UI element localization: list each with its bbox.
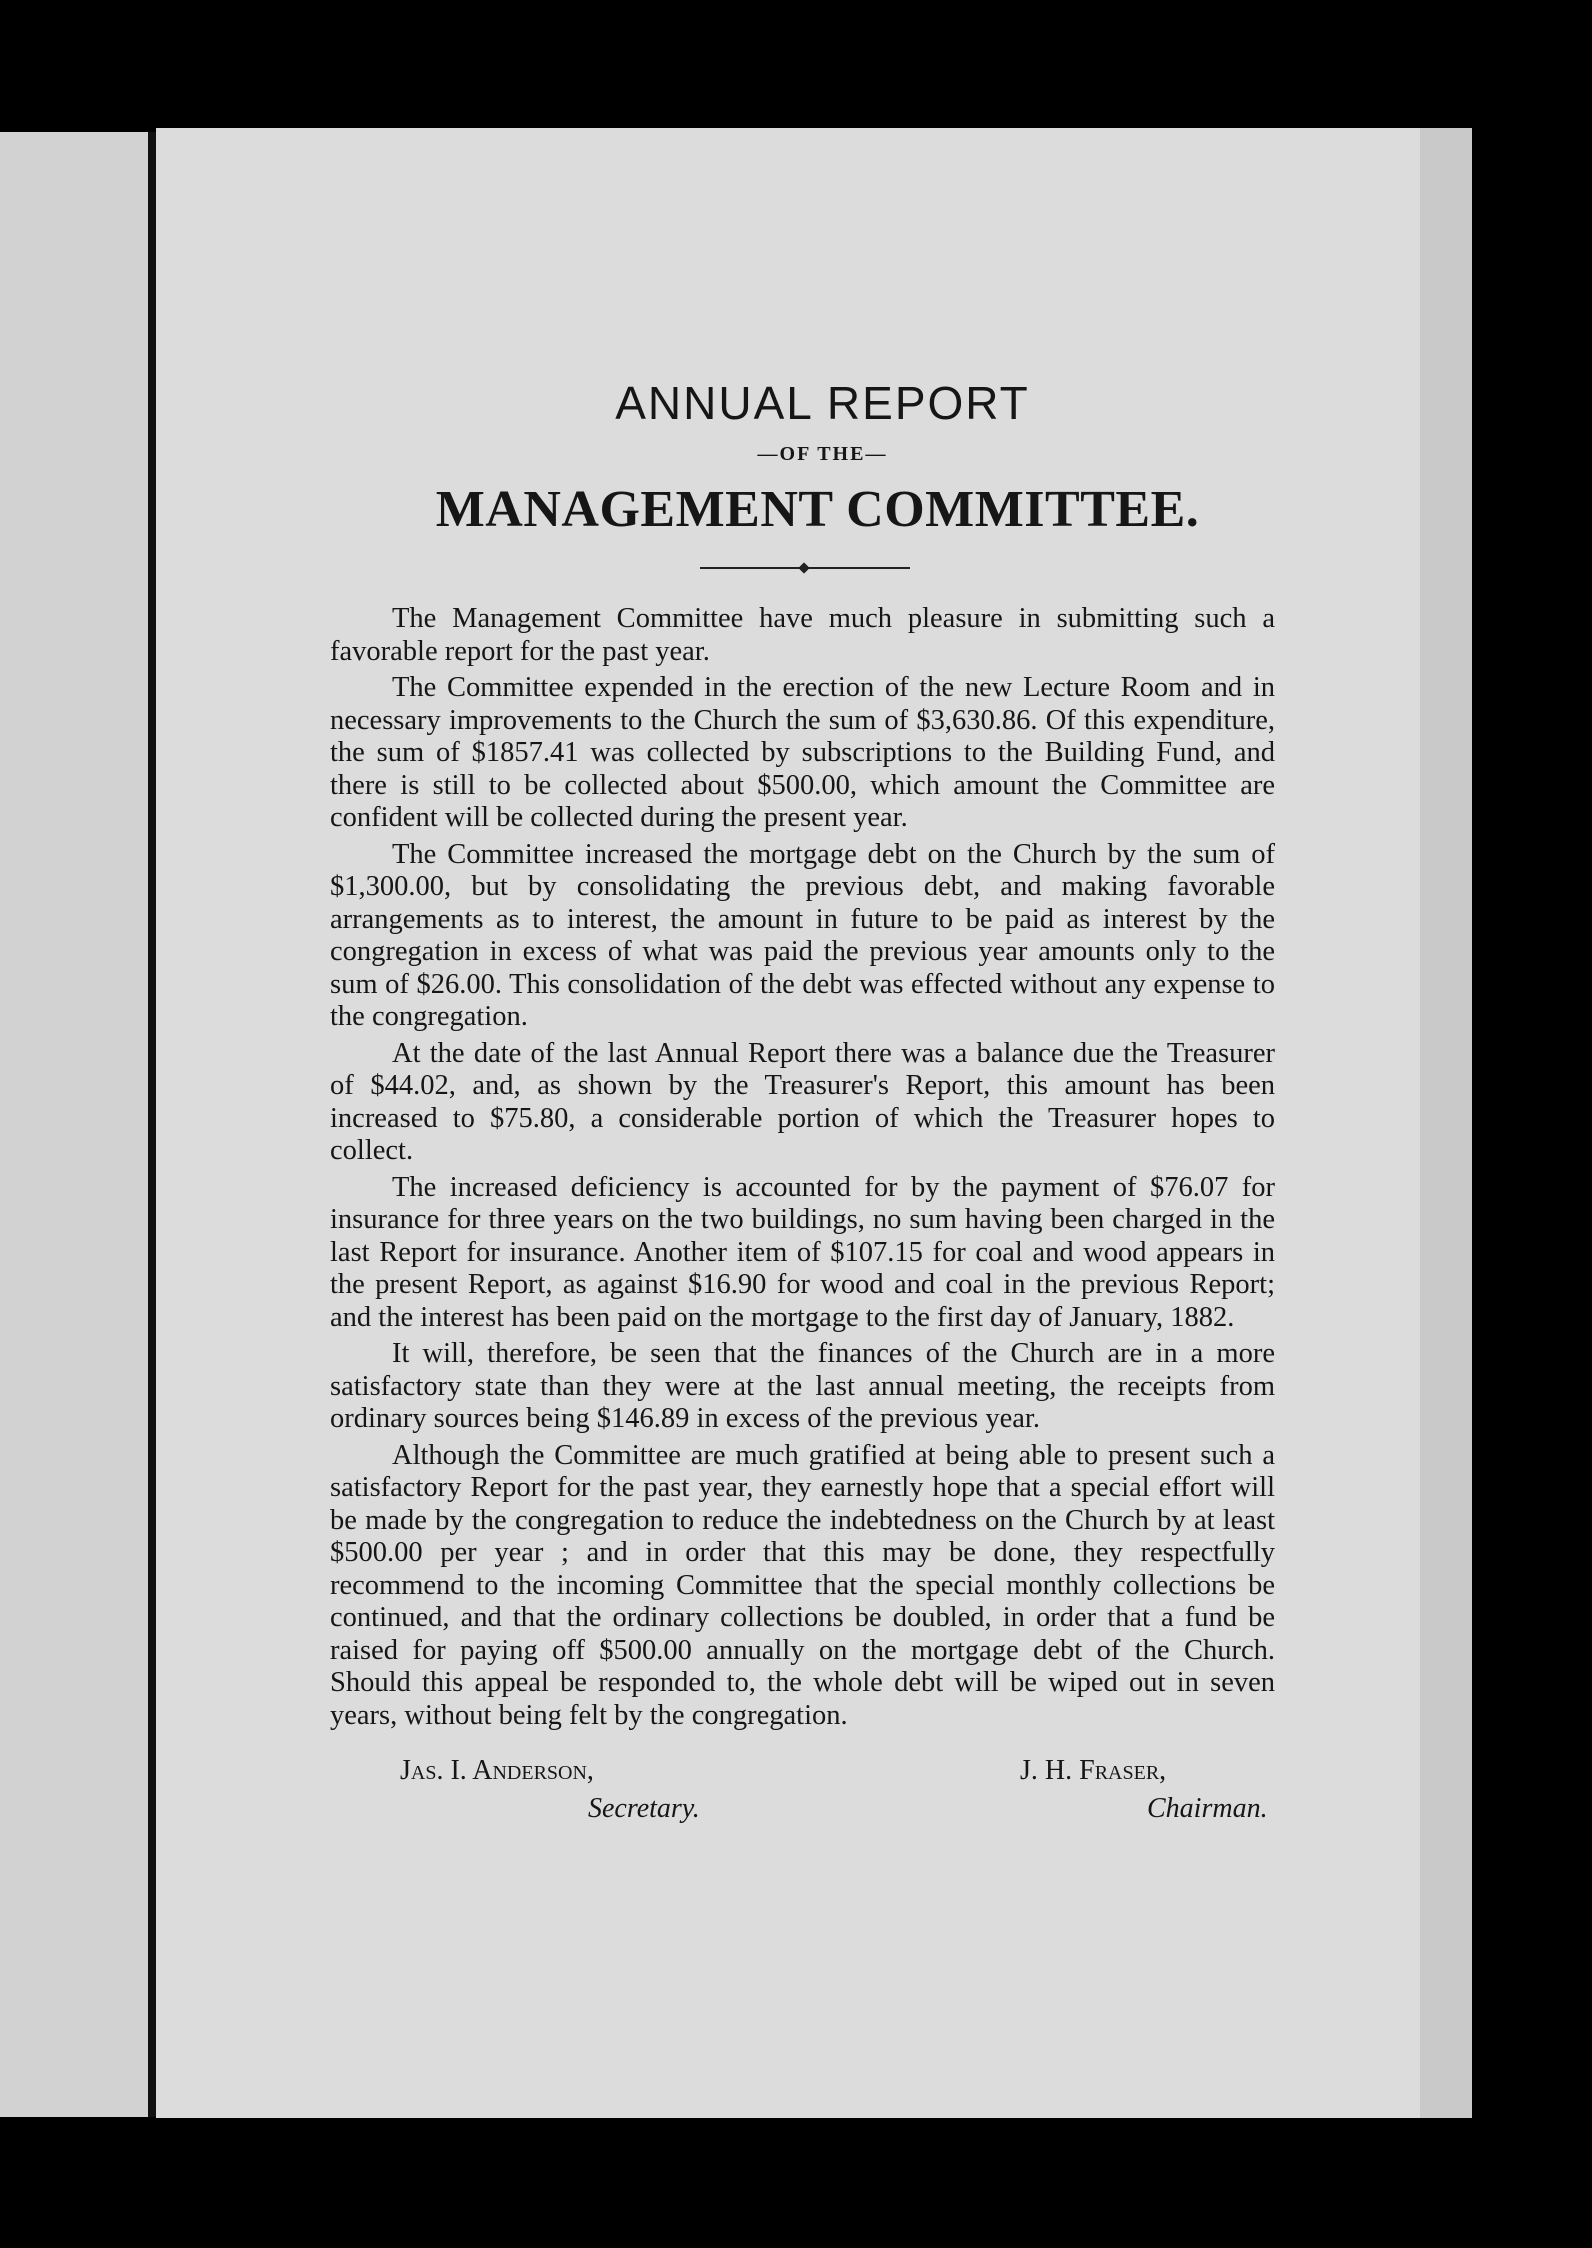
page-edge-strip [1420, 128, 1472, 2118]
chairman-title: Chairman. [1147, 1793, 1268, 1824]
paragraph-4: At the date of the last Annual Report there was a balance due the Treasurer of $44.02, and, as shown by the Treasurer's Report, this amount has been increased to $75.80, a considerable portion of which the Treasurer hopes to collect. [330, 1037, 1275, 1166]
paragraph-7: Although the Committee are much gratified at being able to present such a satisfactory Report for the past year, they earnestly hope that a special effort will be made by the congregation to reduce the indebtedness on the Church by at least $500.00 per year ; and in order that this may be done, they respectfully recommend to the incoming Committee that the special monthly collections be continued, and that the ordinary collections be doubled, in order that a fund be raised for paying off $500.00 annually on the mortgage debt of the Church. Should this appeal be responded to, the whole debt will be wiped out in seven years, without being felt by the congregation. [330, 1439, 1275, 1731]
secretary-title: Secretary. [588, 1793, 700, 1824]
secretary-name: Jas. I. Anderson, [400, 1755, 594, 1786]
facing-page-edge [0, 132, 150, 2117]
paragraph-1: The Management Committee have much pleasure in submitting such a favorable report for the past year. [330, 603, 1275, 667]
signature-block [330, 1754, 1275, 1840]
chairman-name: J. H. Fraser, [1020, 1755, 1167, 1786]
ornamental-divider [700, 567, 910, 569]
report-body [330, 603, 1275, 1732]
paragraph-5: The increased deficiency is accounted for by the payment of $76.07 for insurance for three years on the two buildings, no sum having been charged in the last Report for insurance. Another item of $107.15 for coal and wood appears in the present Report, as against $16.90 for wood and coal in the previous Report; and the interest has been paid on the mortgage to the first day of January, 1882. [330, 1171, 1275, 1333]
report-content [330, 375, 1275, 1840]
report-title: ANNUAL REPORT [615, 377, 1030, 429]
report-heading: MANAGEMENT COMMITTEE. [435, 481, 1200, 538]
book-spine-shadow [148, 132, 156, 2117]
report-subtitle: —OF THE— [757, 443, 888, 465]
paragraph-3: The Committee increased the mortgage debt on the Church by the sum of $1,300.00, but by consolidating the previous debt, and making favorable arrangements as to interest, the amount in future to be paid as interest by the congregation in excess of what was paid the previous year amounts only to the sum of $26.00. This consolidation of the debt was effected without any expense to the congregation. [330, 838, 1275, 1032]
paragraph-2: The Committee expended in the erection of the new Lecture Room and in necessary improvements to the Church the sum of $3,630.86. Of this expenditure, the sum of $1857.41 was collected by subscriptions to the Building Fund, and there is still to be collected about $500.00, which amount the Committee are confident will be collected during the present year. [330, 672, 1275, 833]
paragraph-6: It will, therefore, be seen that the finances of the Church are in a more satisfactory state than they were at the last annual meeting, the receipts from ordinary sources being $146.89 in excess of the previous year. [330, 1338, 1275, 1434]
